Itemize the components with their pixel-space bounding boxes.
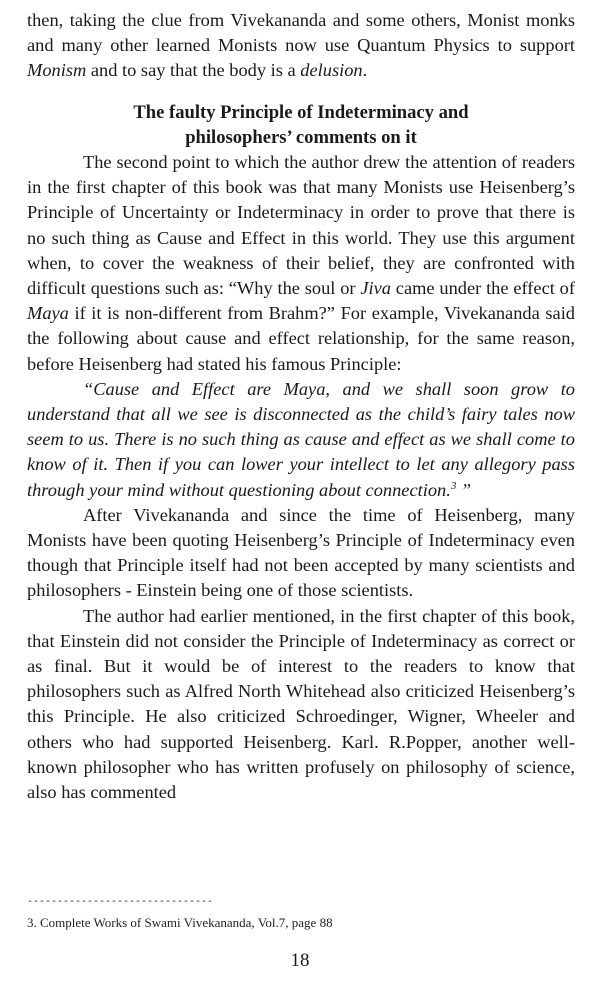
paragraph-einstein-whitehead: The author had earlier mentioned, in the first chapter of this book, that Einstein did not consider the Principle of Indeterminacy as correct or as final. But it would be of interest to the readers to know that philosophers such as Alfred North Whitehead also criticized Heisenberg’s this Principle. He also criticized Schroedinger, Wigner, Wheeler and others who had supported Heisenberg. Karl. R.Popper, another well-known philosopher who has written profusely on philosophy of science, also has commented [27,605,575,803]
page-number: 18 [290,950,310,971]
emphasis-jiva: Jiva [360,278,391,299]
paragraph-second-point: The second point to which the author drew the attention of readers in the first chapter of this book was that many Monists use Heisenberg’s Principle of Uncertainty or Indeterminacy in order to prove that there is no such thing as Cause and Effect in this world. They use this argument when, to cover the weakness of their belief, they are confronted with difficult questions such as: “Why the soul or Jiva came under the effect of Maya if it is non-different from Brahm?” For example, Vivekananda said the following about cause and effect relationship, for the same reason, before Heisenberg had stated his famous Principle: [27,152,575,374]
paragraph-intro: then, taking the clue from Vivekananda and some others, Monist monks and many other learned Monists now use Quantum Physics to support Monism and to say that the body is a delusion. [27,10,575,81]
block-quote-vivekananda: “Cause and Effect are Maya, and we shall soon grow to understand that all we see is disconnected as the child’s fairy tales now seem to us. There is no such thing as cause and effect as we shall come to know of it. Then if you can lower your intellect to let any allegory pass through your mind without questioning about connection.$^3$ ” [27,378,575,500]
emphasis-monism: Monism [27,60,87,81]
paragraph-after-vivekananda: After Vivekananda and since the time of Heisenberg, many Monists have been quoting Heisenberg’s Principle of Indeterminacy even though that Principle itself had not been accepted by many scientists and philosophers - Einstein being one of those scientists. [27,504,575,601]
footnote-reference: 3 [450,479,457,492]
emphasis-delusion: delusion [300,60,363,81]
section-heading-line-2: philosophers’ comments on it [185,126,417,148]
footnote-separator: ------------------------------- [27,897,214,908]
body-text [27,8,575,805]
section-heading-line-1: The faulty Principle of Indeterminacy and [133,101,469,123]
footnote: 3. Complete Works of Swami Vivekananda, Vol.7, page 88 [27,915,333,930]
section-heading [27,100,575,150]
emphasis-maya: Maya [27,303,69,324]
